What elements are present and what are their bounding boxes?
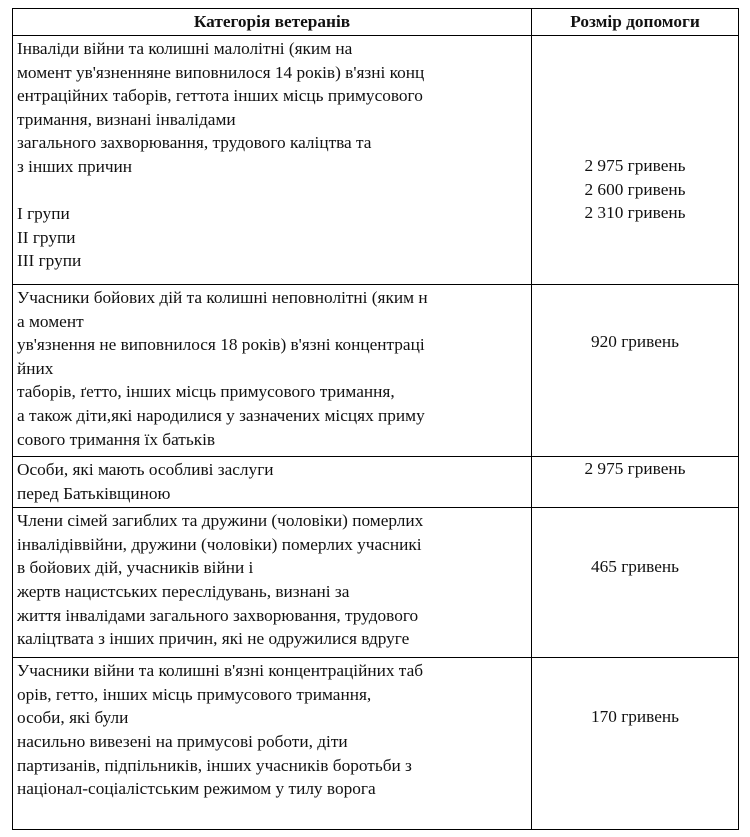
group-line: ІІ групи <box>17 227 76 247</box>
category-line: насильно вивезені на примусові роботи, діти <box>17 731 348 751</box>
table-row <box>13 457 739 508</box>
veteran-aid-table <box>12 8 739 830</box>
category-line: особи, які були <box>17 708 129 728</box>
category-line: ентраційних таборів, геттота інших місць примусового <box>17 86 423 106</box>
category-line: загального захворювання, трудового каліцтва та <box>17 133 372 153</box>
category-line: Члени сімей загиблих та дружини (чоловіки) померлих <box>17 511 424 531</box>
category-cell <box>13 285 532 457</box>
group-line: ІІІ групи <box>17 251 82 271</box>
table-row <box>13 36 739 285</box>
amount-value: 2 310 гривень <box>584 203 686 223</box>
spacer <box>536 658 734 705</box>
category-line: партизанів, підпільників, інших учасників боротьби з <box>17 755 412 775</box>
category-cell <box>13 508 532 658</box>
category-line: з інших причин <box>17 156 133 176</box>
spacer <box>536 508 734 555</box>
category-line: орів, гетто, інших місць примусового тримання, <box>17 684 372 704</box>
header-amount: Розмір допомоги <box>532 9 739 36</box>
amount-value: 2 600 гривень <box>584 179 686 199</box>
table-row <box>13 508 739 658</box>
category-line: тримання, визнані інвалідами <box>17 109 236 129</box>
category-line: Учасники бойових дій та колишні неповнолітні (яким н <box>17 288 428 307</box>
amount-value: 170 гривень <box>590 707 680 727</box>
category-line: а момент <box>17 311 84 331</box>
category-line: таборів, ґетто, інших місць примусового тримання, <box>17 382 395 402</box>
category-line: ув'язнення не виповнилося 18 років) в'язні концентраці <box>17 335 425 355</box>
spacer <box>536 36 734 154</box>
amount-cell <box>532 457 739 508</box>
category-line: йних <box>17 358 54 378</box>
category-line: Учасники війни та колишні в'язні концентраційних таб <box>17 661 424 681</box>
table-row <box>13 658 739 830</box>
amount-value: 2 975 гривень <box>584 156 686 175</box>
category-line: а також діти,які народилися у зазначених місцях приму <box>17 405 425 425</box>
category-line: Особи, які мають особливі заслуги <box>17 460 274 479</box>
header-category: Категорія ветеранів <box>13 9 532 36</box>
category-line: в бойових дій, учасників війни і <box>17 558 254 578</box>
category-line: перед Батьківщиною <box>17 483 171 503</box>
category-cell <box>13 36 532 285</box>
table-row <box>13 285 739 457</box>
category-line: націонал-соціалістським режимом у тилу ворога <box>17 779 376 799</box>
category-cell <box>13 457 532 508</box>
amount-cell <box>532 658 739 830</box>
spacer <box>536 285 734 330</box>
spacer <box>17 179 527 203</box>
amount-cell <box>532 36 739 285</box>
category-line: момент ув'язненняне виповнилося 14 років) в'язні конц <box>17 62 425 82</box>
amount-value: 920 гривень <box>590 332 680 351</box>
amount-value: 2 975 гривень <box>584 459 686 478</box>
category-line: життя інвалідами загального захворювання, трудового <box>17 605 419 625</box>
amount-value: 465 гривень <box>590 557 680 577</box>
amount-cell <box>532 285 739 457</box>
table-header-row <box>13 9 739 36</box>
category-line: каліцтвата з інших причин, які не одружилися вдруге <box>17 629 410 649</box>
group-line: І групи <box>17 204 70 224</box>
category-line: інвалідіввійни, дружини (чоловіки) померлих учасникі <box>17 534 422 554</box>
category-line: Інваліди війни та колишні малолітні (яким на <box>17 39 353 58</box>
category-line: жертв нацистських переслідувань, визнані за <box>17 581 350 601</box>
category-cell <box>13 658 532 830</box>
amount-cell <box>532 508 739 658</box>
category-line: сового тримання їх батьків <box>17 429 216 449</box>
